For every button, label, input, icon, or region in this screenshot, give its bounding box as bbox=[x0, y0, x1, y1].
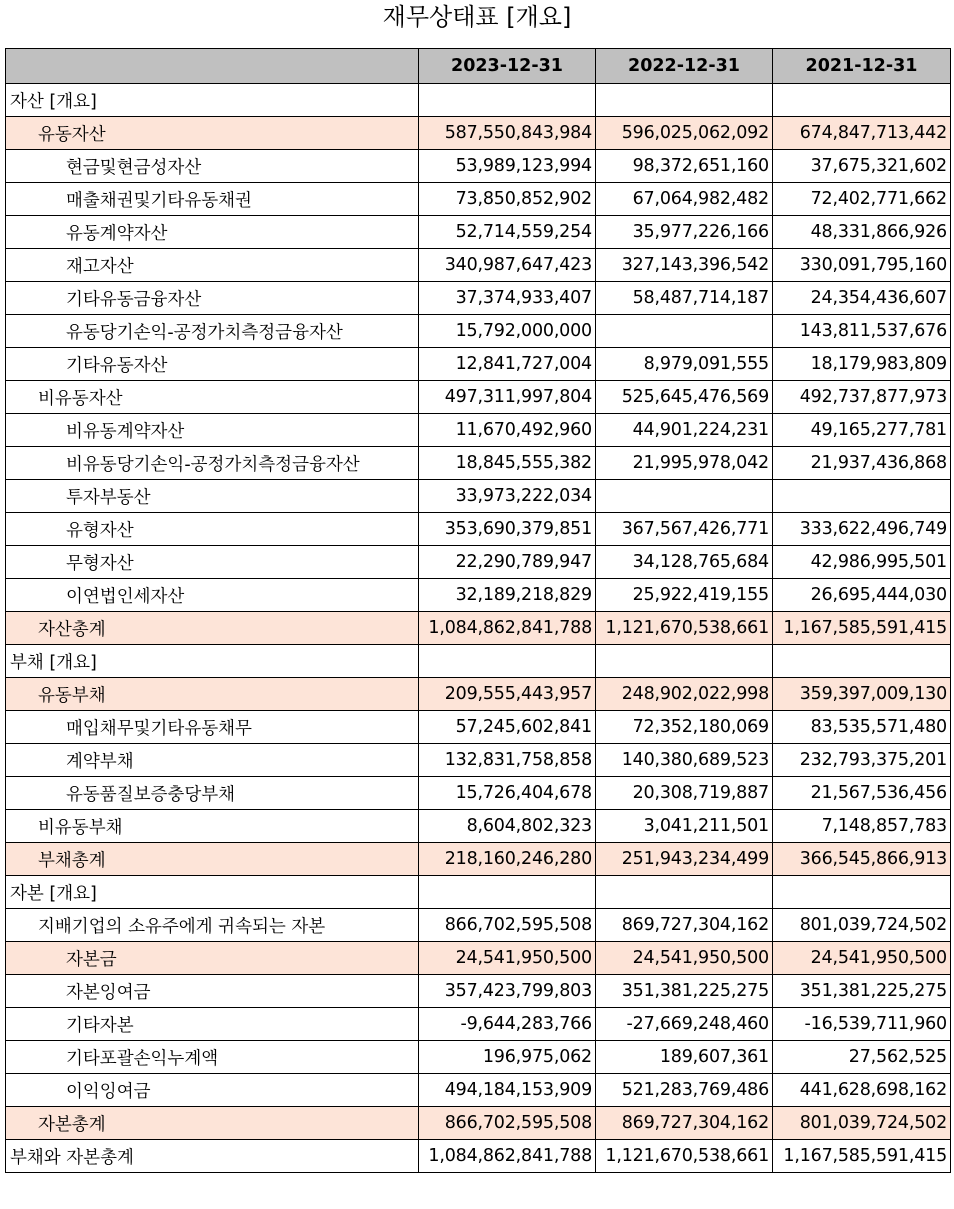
table-row bbox=[6, 909, 951, 942]
row-label: 투자부동산 bbox=[6, 480, 419, 513]
header-2021: 2021-12-31 bbox=[773, 49, 951, 84]
value-cell: 189,607,361 bbox=[596, 1041, 773, 1074]
value-cell: 596,025,062,092 bbox=[596, 117, 773, 150]
value-cell: 359,397,009,130 bbox=[773, 678, 951, 711]
row-label: 현금및현금성자산 bbox=[6, 150, 419, 183]
value-cell: 24,354,436,607 bbox=[773, 282, 951, 315]
table-row bbox=[6, 84, 951, 117]
value-cell: 1,084,862,841,788 bbox=[419, 1140, 596, 1173]
value-cell: 1,121,670,538,661 bbox=[596, 1140, 773, 1173]
value-cell: 1,167,585,591,415 bbox=[773, 1140, 951, 1173]
row-label: 유형자산 bbox=[6, 513, 419, 546]
row-label: 기타자본 bbox=[6, 1008, 419, 1041]
row-label: 이익잉여금 bbox=[6, 1074, 419, 1107]
value-cell: 866,702,595,508 bbox=[419, 1107, 596, 1140]
value-cell: 801,039,724,502 bbox=[773, 909, 951, 942]
value-cell bbox=[596, 315, 773, 348]
value-cell: 72,402,771,662 bbox=[773, 183, 951, 216]
row-label: 무형자산 bbox=[6, 546, 419, 579]
value-cell: 27,562,525 bbox=[773, 1041, 951, 1074]
row-label: 매입채무및기타유동채무 bbox=[6, 711, 419, 744]
table-row bbox=[6, 315, 951, 348]
row-label: 부채총계 bbox=[6, 843, 419, 876]
value-cell: 367,567,426,771 bbox=[596, 513, 773, 546]
value-cell: -16,539,711,960 bbox=[773, 1008, 951, 1041]
value-cell: 44,901,224,231 bbox=[596, 414, 773, 447]
value-cell bbox=[596, 876, 773, 909]
value-cell: 492,737,877,973 bbox=[773, 381, 951, 414]
value-cell: 26,695,444,030 bbox=[773, 579, 951, 612]
table-row bbox=[6, 150, 951, 183]
value-cell bbox=[596, 480, 773, 513]
value-cell: 232,793,375,201 bbox=[773, 744, 951, 777]
value-cell: 18,845,555,382 bbox=[419, 447, 596, 480]
table-row bbox=[6, 612, 951, 645]
value-cell: 52,714,559,254 bbox=[419, 216, 596, 249]
row-label: 자본금 bbox=[6, 942, 419, 975]
value-cell: 340,987,647,423 bbox=[419, 249, 596, 282]
value-cell: 327,143,396,542 bbox=[596, 249, 773, 282]
table-row bbox=[6, 942, 951, 975]
row-label: 자산총계 bbox=[6, 612, 419, 645]
value-cell bbox=[596, 84, 773, 117]
value-cell bbox=[419, 84, 596, 117]
value-cell: 49,165,277,781 bbox=[773, 414, 951, 447]
table-row bbox=[6, 381, 951, 414]
value-cell: 366,545,866,913 bbox=[773, 843, 951, 876]
value-cell: 869,727,304,162 bbox=[596, 909, 773, 942]
value-cell: 21,937,436,868 bbox=[773, 447, 951, 480]
row-label: 자산 [개요] bbox=[6, 84, 419, 117]
value-cell: 869,727,304,162 bbox=[596, 1107, 773, 1140]
table-row bbox=[6, 711, 951, 744]
value-cell: 7,148,857,783 bbox=[773, 810, 951, 843]
row-label: 비유동부채 bbox=[6, 810, 419, 843]
value-cell: 497,311,997,804 bbox=[419, 381, 596, 414]
value-cell: 83,535,571,480 bbox=[773, 711, 951, 744]
value-cell: 1,167,585,591,415 bbox=[773, 612, 951, 645]
value-cell: 587,550,843,984 bbox=[419, 117, 596, 150]
value-cell: -9,644,283,766 bbox=[419, 1008, 596, 1041]
value-cell: 11,670,492,960 bbox=[419, 414, 596, 447]
row-label: 자본잉여금 bbox=[6, 975, 419, 1008]
table-row bbox=[6, 546, 951, 579]
value-cell: 330,091,795,160 bbox=[773, 249, 951, 282]
table-row bbox=[6, 513, 951, 546]
row-label: 유동당기손익-공정가치측정금융자산 bbox=[6, 315, 419, 348]
value-cell bbox=[773, 480, 951, 513]
table-row bbox=[6, 1041, 951, 1074]
value-cell: 196,975,062 bbox=[419, 1041, 596, 1074]
value-cell: 441,628,698,162 bbox=[773, 1074, 951, 1107]
value-cell: 15,726,404,678 bbox=[419, 777, 596, 810]
value-cell: 333,622,496,749 bbox=[773, 513, 951, 546]
value-cell: 251,943,234,499 bbox=[596, 843, 773, 876]
value-cell: 22,290,789,947 bbox=[419, 546, 596, 579]
table-row bbox=[6, 810, 951, 843]
row-label: 유동품질보증충당부채 bbox=[6, 777, 419, 810]
row-label: 유동계약자산 bbox=[6, 216, 419, 249]
header-2022: 2022-12-31 bbox=[596, 49, 773, 84]
table-row bbox=[6, 1140, 951, 1173]
row-label: 기타유동자산 bbox=[6, 348, 419, 381]
row-label: 자본 [개요] bbox=[6, 876, 419, 909]
value-cell: 42,986,995,501 bbox=[773, 546, 951, 579]
value-cell: 357,423,799,803 bbox=[419, 975, 596, 1008]
table-row bbox=[6, 678, 951, 711]
table-row bbox=[6, 975, 951, 1008]
row-label: 기타유동금융자산 bbox=[6, 282, 419, 315]
row-label: 재고자산 bbox=[6, 249, 419, 282]
table-row bbox=[6, 117, 951, 150]
header-2023: 2023-12-31 bbox=[419, 49, 596, 84]
value-cell: 58,487,714,187 bbox=[596, 282, 773, 315]
value-cell: 3,041,211,501 bbox=[596, 810, 773, 843]
value-cell: 801,039,724,502 bbox=[773, 1107, 951, 1140]
table-row bbox=[6, 777, 951, 810]
value-cell: 21,567,536,456 bbox=[773, 777, 951, 810]
table-row bbox=[6, 447, 951, 480]
value-cell: 1,084,862,841,788 bbox=[419, 612, 596, 645]
value-cell: 48,331,866,926 bbox=[773, 216, 951, 249]
value-cell bbox=[773, 876, 951, 909]
value-cell: 37,374,933,407 bbox=[419, 282, 596, 315]
value-cell: 140,380,689,523 bbox=[596, 744, 773, 777]
value-cell: 8,979,091,555 bbox=[596, 348, 773, 381]
value-cell: 674,847,713,442 bbox=[773, 117, 951, 150]
table-row bbox=[6, 414, 951, 447]
header-label bbox=[6, 49, 419, 84]
value-cell: 12,841,727,004 bbox=[419, 348, 596, 381]
value-cell: 351,381,225,275 bbox=[773, 975, 951, 1008]
value-cell: 15,792,000,000 bbox=[419, 315, 596, 348]
table-row bbox=[6, 843, 951, 876]
value-cell: 20,308,719,887 bbox=[596, 777, 773, 810]
table-row bbox=[6, 1008, 951, 1041]
value-cell: 248,902,022,998 bbox=[596, 678, 773, 711]
value-cell: 21,995,978,042 bbox=[596, 447, 773, 480]
value-cell bbox=[596, 645, 773, 678]
row-label: 계약부채 bbox=[6, 744, 419, 777]
value-cell: 351,381,225,275 bbox=[596, 975, 773, 1008]
value-cell: 25,922,419,155 bbox=[596, 579, 773, 612]
value-cell bbox=[773, 645, 951, 678]
value-cell bbox=[773, 84, 951, 117]
value-cell: 73,850,852,902 bbox=[419, 183, 596, 216]
value-cell bbox=[419, 876, 596, 909]
value-cell: 18,179,983,809 bbox=[773, 348, 951, 381]
row-label: 부채와 자본총계 bbox=[6, 1140, 419, 1173]
value-cell: 53,989,123,994 bbox=[419, 150, 596, 183]
table-row bbox=[6, 744, 951, 777]
value-cell: 353,690,379,851 bbox=[419, 513, 596, 546]
value-cell: 98,372,651,160 bbox=[596, 150, 773, 183]
value-cell: 72,352,180,069 bbox=[596, 711, 773, 744]
value-cell bbox=[419, 645, 596, 678]
row-label: 자본총계 bbox=[6, 1107, 419, 1140]
value-cell: 35,977,226,166 bbox=[596, 216, 773, 249]
value-cell: 32,189,218,829 bbox=[419, 579, 596, 612]
value-cell: 8,604,802,323 bbox=[419, 810, 596, 843]
row-label: 매출채권및기타유동채권 bbox=[6, 183, 419, 216]
value-cell: 143,811,537,676 bbox=[773, 315, 951, 348]
table-row bbox=[6, 480, 951, 513]
table-row bbox=[6, 282, 951, 315]
row-label: 비유동계약자산 bbox=[6, 414, 419, 447]
table-row bbox=[6, 645, 951, 678]
value-cell: 209,555,443,957 bbox=[419, 678, 596, 711]
value-cell: 525,645,476,569 bbox=[596, 381, 773, 414]
value-cell: 24,541,950,500 bbox=[596, 942, 773, 975]
table-row bbox=[6, 876, 951, 909]
table-row bbox=[6, 1107, 951, 1140]
value-cell: 67,064,982,482 bbox=[596, 183, 773, 216]
table-header-row bbox=[6, 49, 951, 84]
value-cell: 1,121,670,538,661 bbox=[596, 612, 773, 645]
value-cell: 33,973,222,034 bbox=[419, 480, 596, 513]
row-label: 이연법인세자산 bbox=[6, 579, 419, 612]
row-label: 부채 [개요] bbox=[6, 645, 419, 678]
row-label: 비유동자산 bbox=[6, 381, 419, 414]
table-row bbox=[6, 1074, 951, 1107]
row-label: 유동자산 bbox=[6, 117, 419, 150]
value-cell: 521,283,769,486 bbox=[596, 1074, 773, 1107]
value-cell: 218,160,246,280 bbox=[419, 843, 596, 876]
value-cell: 24,541,950,500 bbox=[419, 942, 596, 975]
value-cell: 37,675,321,602 bbox=[773, 150, 951, 183]
table-row bbox=[6, 579, 951, 612]
table-row bbox=[6, 183, 951, 216]
table-row bbox=[6, 216, 951, 249]
value-cell: 866,702,595,508 bbox=[419, 909, 596, 942]
row-label: 유동부채 bbox=[6, 678, 419, 711]
value-cell: 494,184,153,909 bbox=[419, 1074, 596, 1107]
page-title: 재무상태표 [개요] bbox=[382, 3, 572, 31]
table-row bbox=[6, 348, 951, 381]
value-cell: 24,541,950,500 bbox=[773, 942, 951, 975]
row-label: 비유동당기손익-공정가치측정금융자산 bbox=[6, 447, 419, 480]
balance-sheet-table bbox=[5, 48, 951, 1173]
value-cell: 132,831,758,858 bbox=[419, 744, 596, 777]
value-cell: 34,128,765,684 bbox=[596, 546, 773, 579]
value-cell: -27,669,248,460 bbox=[596, 1008, 773, 1041]
value-cell: 57,245,602,841 bbox=[419, 711, 596, 744]
table-row bbox=[6, 249, 951, 282]
row-label: 지배기업의 소유주에게 귀속되는 자본 bbox=[6, 909, 419, 942]
row-label: 기타포괄손익누계액 bbox=[6, 1041, 419, 1074]
